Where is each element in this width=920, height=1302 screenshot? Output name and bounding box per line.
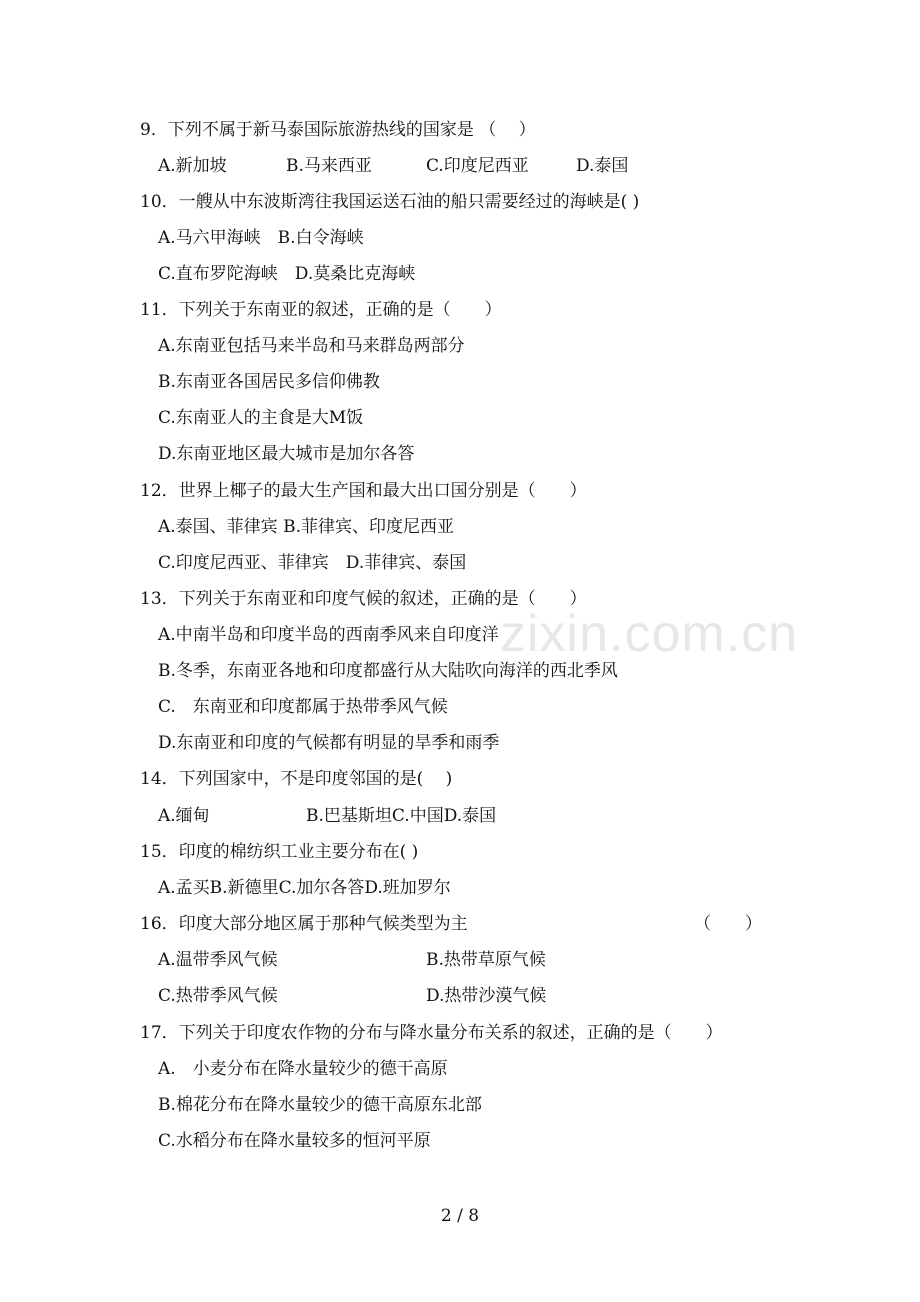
q11-option-b: B.东南亚各国居民多信仰佛教 bbox=[158, 372, 380, 392]
q13-option-c: C. 东南亚和印度都属于热带季风气候 bbox=[158, 697, 448, 717]
q16-option-a: A.温带季风气候 bbox=[158, 950, 278, 970]
q9-option-d: D.泰国 bbox=[576, 156, 629, 176]
q17-option-b: B.棉花分布在降水量较少的德干高原东北部 bbox=[158, 1095, 482, 1115]
watermark: zixin.com.cn bbox=[500, 605, 799, 663]
question-15: 15．印度的棉纺织工业主要分布在( ) bbox=[140, 842, 419, 862]
q13-option-b: B.冬季，东南亚各地和印度都盛行从大陆吹向海洋的西北季风 bbox=[158, 661, 618, 681]
q12-option-ab: A.泰国、菲律宾 B.菲律宾、印度尼西亚 bbox=[158, 517, 454, 537]
q17-option-a: A. 小麦分布在降水量较少的德干高原 bbox=[158, 1059, 448, 1079]
q15-options: A.孟买B.新德里C.加尔各答D.班加罗尔 bbox=[158, 878, 451, 898]
question-16: 16．印度大部分地区属于那种气候类型为主 bbox=[140, 914, 468, 934]
q9-option-b: B.马来西亚 bbox=[286, 156, 372, 176]
q13-option-a: A.中南半岛和印度半岛的西南季风来自印度洋 bbox=[158, 625, 499, 645]
q12-option-cd: C.印度尼西亚、菲律宾 D.菲律宾、泰国 bbox=[158, 553, 467, 573]
q11-option-a: A.东南亚包括马来半岛和马来群岛两部分 bbox=[158, 336, 465, 356]
q17-option-c: C.水稻分布在降水量较多的恒河平原 bbox=[158, 1131, 431, 1151]
q10-option-ab: A.马六甲海峡 B.白令海峡 bbox=[158, 228, 364, 248]
q14-option-bcd: B.巴基斯坦C.中国D.泰国 bbox=[306, 806, 497, 826]
q11-option-c: C.东南亚人的主食是大M饭 bbox=[158, 408, 364, 428]
page-number: 2 / 8 bbox=[440, 1206, 480, 1226]
q16-option-c: C.热带季风气候 bbox=[158, 986, 278, 1006]
q11-option-d: D.东南亚地区最大城市是加尔各答 bbox=[158, 444, 415, 464]
question-9: 9．下列不属于新马泰国际旅游热线的国家是 （ ） bbox=[140, 120, 536, 140]
question-11: 11．下列关于东南亚的叙述，正确的是（ ） bbox=[140, 300, 502, 320]
question-10: 10．一艘从中东波斯湾往我国运送石油的船只需要经过的海峡是( ) bbox=[140, 192, 640, 212]
question-13: 13．下列关于东南亚和印度气候的叙述，正确的是（ ） bbox=[140, 589, 587, 609]
q10-option-cd: C.直布罗陀海峡 D.莫桑比克海峡 bbox=[158, 264, 416, 284]
q9-option-c: C.印度尼西亚 bbox=[426, 156, 529, 176]
q16-answer-bracket: （ ） bbox=[694, 914, 762, 934]
q13-option-d: D.东南亚和印度的气候都有明显的旱季和雨季 bbox=[158, 733, 500, 753]
q16-option-d: D.热带沙漠气候 bbox=[426, 986, 547, 1006]
question-17: 17．下列关于印度农作物的分布与降水量分布关系的叙述，正确的是（ ） bbox=[140, 1023, 723, 1043]
question-14: 14．下列国家中，不是印度邻国的是( ) bbox=[140, 769, 453, 789]
q16-option-b: B.热带草原气候 bbox=[426, 950, 546, 970]
q14-option-a: A.缅甸 bbox=[158, 806, 210, 826]
question-12: 12．世界上椰子的最大生产国和最大出口国分别是（ ） bbox=[140, 481, 587, 501]
q9-option-a: A.新加坡 bbox=[158, 156, 227, 176]
